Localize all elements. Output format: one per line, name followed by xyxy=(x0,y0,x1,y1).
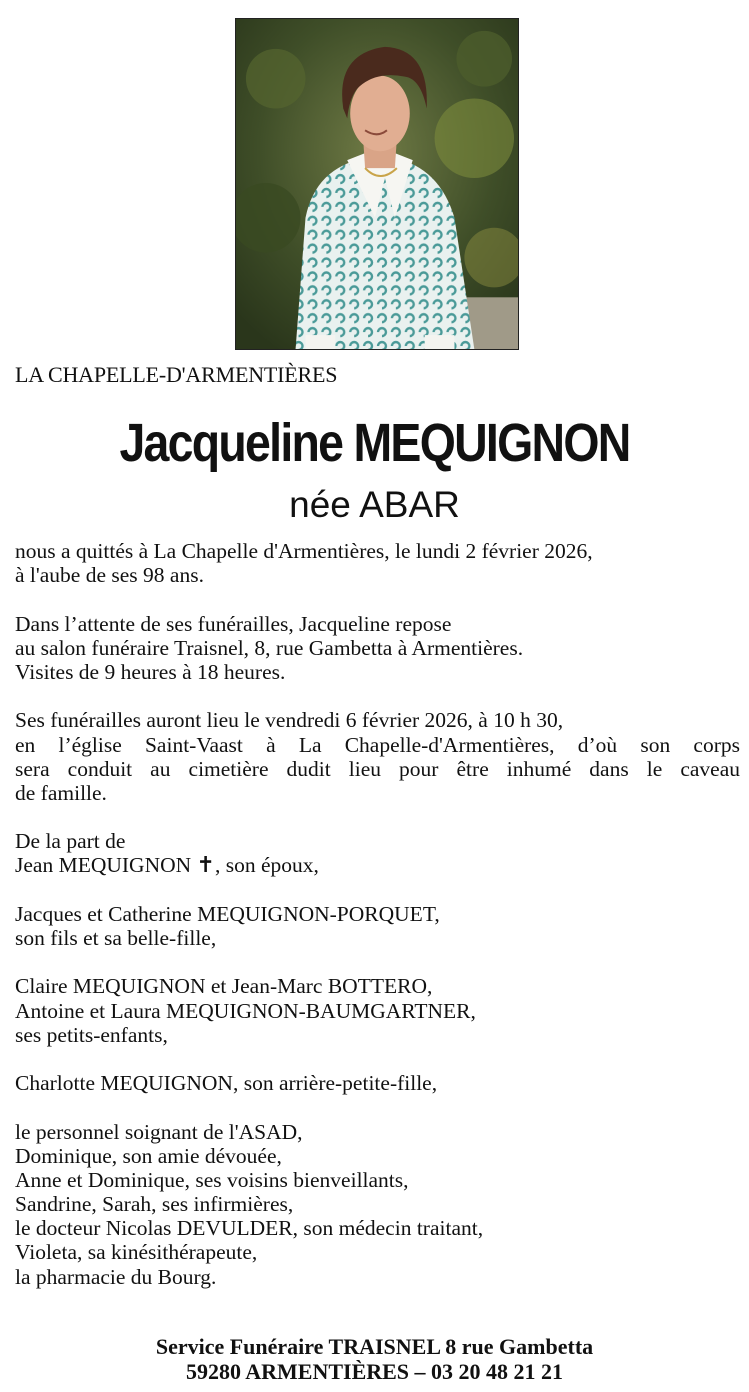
maiden-name: née ABAR xyxy=(289,484,460,525)
spouse-line xyxy=(15,853,740,877)
text-line: la pharmacie du Bourg. xyxy=(15,1264,217,1289)
text-line: Jacques et Catherine MEQUIGNON-PORQUET, xyxy=(15,901,440,926)
text-line: ses petits-enfants, xyxy=(15,1022,168,1047)
portrait-photo xyxy=(235,18,519,350)
text-line: à l'aube de ses 98 ans. xyxy=(15,563,204,588)
text-line: son fils et sa belle-fille, xyxy=(15,926,217,950)
town-heading: LA CHAPELLE-D'ARMENTIÈRES xyxy=(15,362,338,387)
cross-icon: ✝ xyxy=(196,853,215,879)
text-line: au salon funéraire Traisnel, 8, rue Gambetta à Armentières. xyxy=(15,635,524,660)
text-line: Dans l’attente de ses funérailles, Jacqueline repose xyxy=(15,611,452,636)
text-line: Visites de 9 heures à 18 heures. xyxy=(15,659,286,684)
funeral-service-footer xyxy=(0,1334,749,1384)
text-line: Sandrine, Sarah, ses infirmières, xyxy=(15,1192,294,1217)
footer-line: 59280 ARMENTIÈRES – 03 20 48 21 21 xyxy=(185,1359,564,1384)
text-line: Anne et Dominique, ses voisins bienveillants, xyxy=(15,1167,409,1192)
text-line: Dominique, son amie dévouée, xyxy=(15,1143,282,1168)
text-line: De la part de xyxy=(15,829,126,854)
text-line: Violeta, sa kinésithérapeute, xyxy=(15,1240,258,1265)
deceased-name: Jacqueline MEQUIGNON xyxy=(119,413,630,473)
footer-line: Service Funéraire TRAISNEL 8 rue Gambetta xyxy=(155,1334,594,1359)
spouse-name: Jean MEQUIGNON xyxy=(15,853,192,878)
text-line: le docteur Nicolas DEVULDER, son médecin traitant, xyxy=(15,1216,484,1241)
spouse-relation: , son époux, xyxy=(214,853,319,878)
text-line: Ses funérailles auront lieu le vendredi 6 février 2026, à 10 h 30, xyxy=(15,708,564,733)
text-line: sera conduit au cimetière dudit lieu pour être inhumé dans le caveau xyxy=(15,756,740,781)
text-line: Charlotte MEQUIGNON, son arrière-petite-fille, xyxy=(15,1071,438,1096)
text-line: Antoine et Laura MEQUIGNON-BAUMGARTNER, xyxy=(15,998,476,1023)
notice-body xyxy=(15,539,740,1289)
text-line: en l’église Saint-Vaast à La Chapelle-d'Armentières, d’où son corps xyxy=(15,732,740,757)
text-line: nous a quittés à La Chapelle d'Armentières, le lundi 2 février 2026, xyxy=(15,539,593,563)
text-line: le personnel soignant de l'ASAD, xyxy=(15,1119,303,1144)
text-line: de famille. xyxy=(15,780,107,805)
text-line: Claire MEQUIGNON et Jean-Marc BOTTERO, xyxy=(15,974,433,999)
